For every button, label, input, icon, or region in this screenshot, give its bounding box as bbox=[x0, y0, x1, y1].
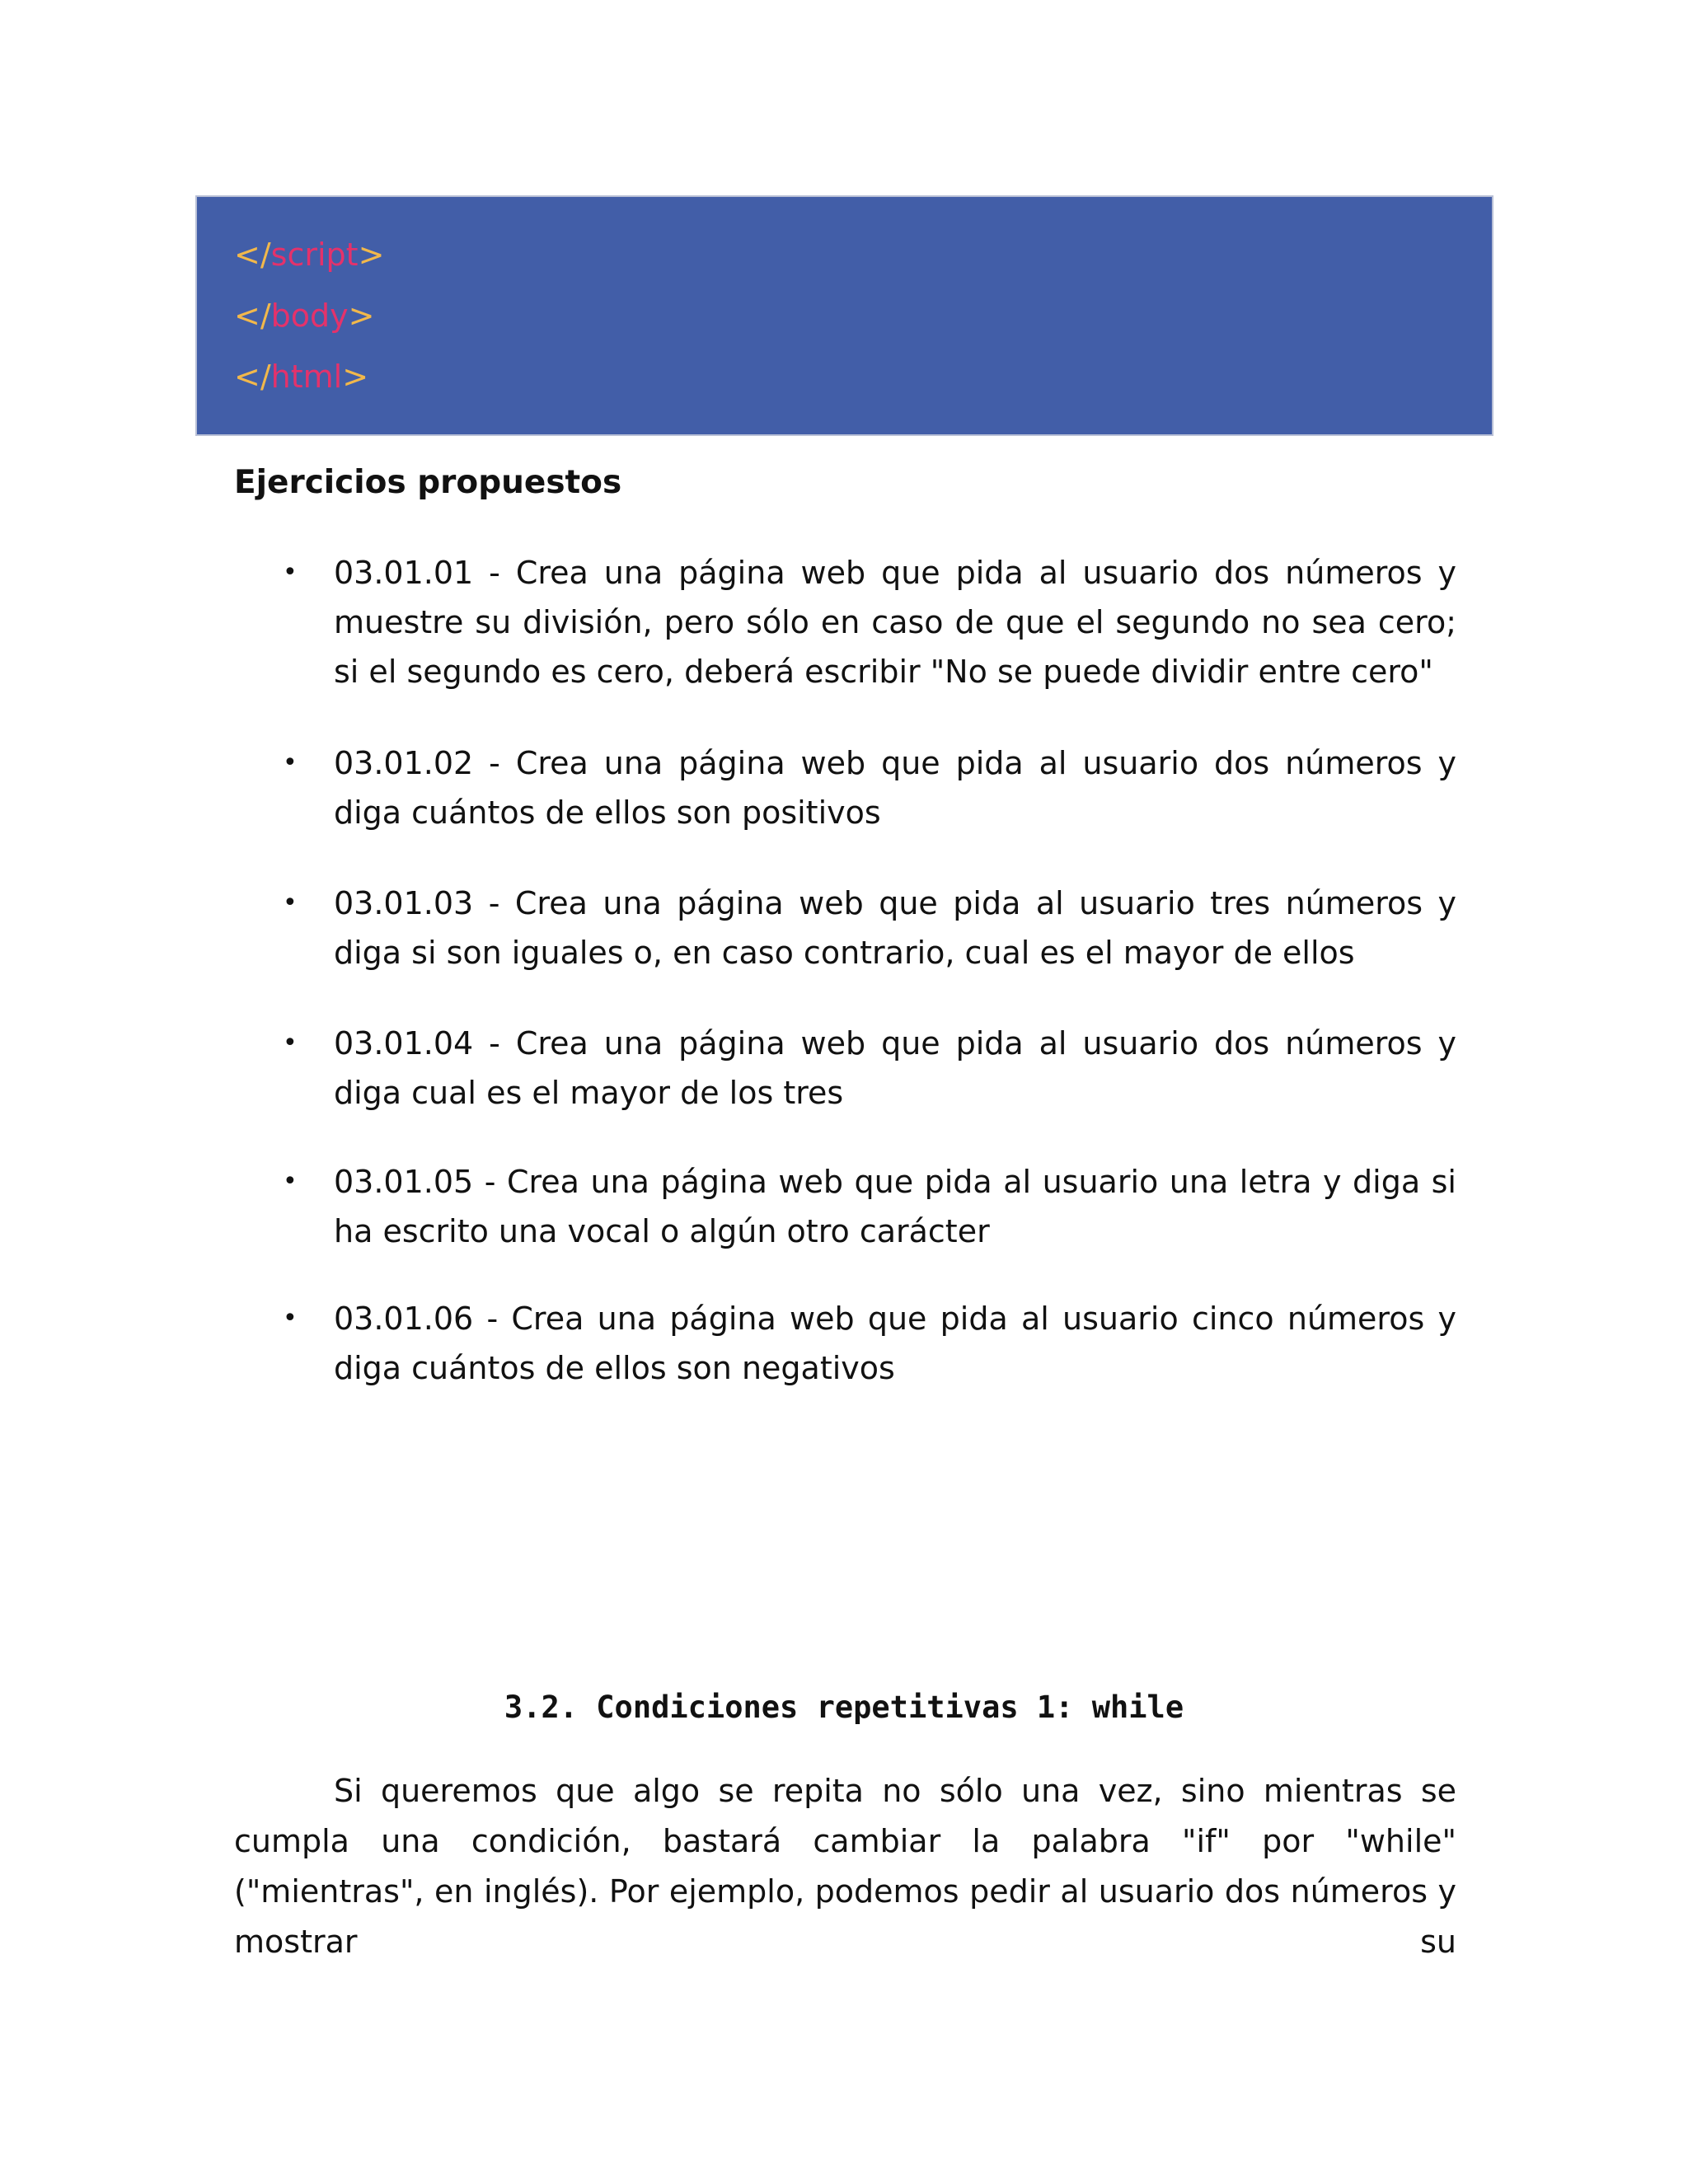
bullet-icon: • bbox=[283, 1304, 298, 1333]
exercise-item-03-01-05: 03.01.05 - Crea una página web que pida al usuario una letra y diga si ha escrito una vocal o algún otro carácter bbox=[334, 1164, 1456, 1249]
section-paragraph bbox=[234, 1766, 1456, 1967]
bullet-icon: • bbox=[283, 888, 298, 917]
code-bracket-close: > bbox=[348, 298, 375, 334]
bullet-icon: • bbox=[283, 558, 298, 587]
exercise-item-03-01-02: 03.01.02 - Crea una página web que pida al usuario dos números y diga cuántos de ellos son positivos bbox=[334, 745, 1456, 831]
code-bracket-open: </ bbox=[234, 359, 271, 395]
paragraph-text: Si queremos que algo se repita no sólo una vez, sino mientras se cumpla una condición, bastará cambiar la palabra "if" por "while" ("mientras", en inglés). Por ejemplo, podemos pedir al usuario dos números y mostrar su bbox=[234, 1773, 1456, 1960]
code-tag-name: body bbox=[270, 298, 349, 334]
section-title: 3.2. Condiciones repetitivas 1: while bbox=[504, 1690, 1184, 1725]
bullet-icon: • bbox=[283, 1167, 298, 1196]
code-tag-name: script bbox=[270, 237, 359, 273]
bullet-icon: • bbox=[283, 748, 298, 777]
code-bracket-open: </ bbox=[234, 298, 271, 334]
exercise-item-03-01-01: 03.01.01 - Crea una página web que pida al usuario dos números y muestre su división, pero sólo en caso de que el segundo no sea cero; si el segundo es cero, deberá escribir "No se puede dividir entre cero" bbox=[334, 555, 1456, 690]
bullet-icon: • bbox=[283, 1029, 298, 1057]
code-bracket-close: > bbox=[342, 359, 369, 395]
code-tag-name: html bbox=[270, 359, 343, 395]
code-line-body bbox=[234, 296, 374, 335]
exercise-item-03-01-06: 03.01.06 - Crea una página web que pida al usuario cinco números y diga cuántos de ellos son negativos bbox=[334, 1301, 1456, 1386]
exercises-heading: Ejercicios propuestos bbox=[234, 464, 622, 501]
code-bracket-open: </ bbox=[234, 237, 271, 273]
exercise-item-03-01-04: 03.01.04 - Crea una página web que pida al usuario dos números y diga cual es el mayor de los tres bbox=[334, 1025, 1456, 1111]
code-line-html bbox=[234, 357, 368, 396]
code-block bbox=[195, 195, 1493, 436]
code-line-script bbox=[234, 235, 384, 274]
code-bracket-close: > bbox=[358, 237, 385, 273]
exercise-item-03-01-03: 03.01.03 - Crea una página web que pida al usuario tres números y diga si son iguales o, en caso contrario, cual es el mayor de ellos bbox=[334, 885, 1456, 971]
